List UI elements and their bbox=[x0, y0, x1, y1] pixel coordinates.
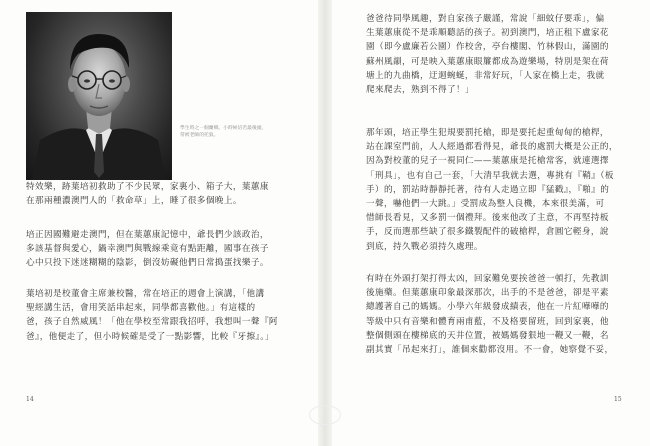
page-number-left: 14 bbox=[26, 396, 34, 403]
text-line: 一聲，嚇他們一大跳。」受罰成為整人良機，本來很美滿，可 bbox=[366, 199, 605, 210]
text-line: 總護著自己的媽媽。小學六年級發成績表，他在一片紅嘩嘩的 bbox=[366, 302, 609, 313]
left-paragraph-2 bbox=[26, 228, 294, 271]
text-line: 手）的，罰站時靜靜托著，待有人走過立即『猛戳』，『啪』的 bbox=[366, 184, 610, 195]
text-line: 副其實「吊起來打」，誰個來勸都沒用。不一會，她察覺不妥， bbox=[366, 345, 614, 356]
photo-caption: 學生時之一個蘭鄉。小時候培若最後頭，常被老師的托狼。 bbox=[180, 126, 267, 139]
text-line: 特效樂，跡葉培初救助了不少民眾，家裏小、箱子大，葉蕙康 bbox=[26, 182, 269, 192]
text-line: 「刑具」，也有自己一套，「大清早我就去選，專挑有『鞘』（板 bbox=[366, 170, 614, 181]
right-paragraph-3 bbox=[366, 272, 628, 357]
text-line: 爸，孩子自然威風！「他在學校至常跟我招呼，我想叫一聲『阿 bbox=[26, 317, 278, 328]
text-line: 聖經講生活，會用笑話串起來，同學都喜歡他。」有這樣的 bbox=[26, 303, 256, 314]
text-line: 蘇州風韻，可是映入葉蕙康眼簾都成為遊樂場，特別是架在荷 bbox=[366, 56, 609, 67]
text-line: 塘上的九曲橋，迂迴蜿蜒，非常好玩，「人家在橋上走，我就 bbox=[366, 70, 605, 81]
text-line: 那年頭，培正學生犯規要罰托槍，即是要托起重甸甸的槍桿， bbox=[366, 128, 609, 138]
text-line: 爬來爬去，熟到不得了！」 bbox=[366, 85, 474, 96]
text-line: 生葉蕙康從不是乖順聽話的孩子。初到澳門，培正租下盧家花 bbox=[366, 28, 609, 39]
text-line: 站在課室門前，人人經過都看得見，爺長的處罰大概是公正的， bbox=[366, 142, 618, 153]
text-line: 多該基督與愛心，鍋幸澳門與戰線乘竟有點距離，國事在孩子 bbox=[26, 244, 269, 255]
portrait-illustration bbox=[26, 12, 172, 180]
text-line: 整個側頭在樓梯底的天井位置，被媽媽發狠地一鞭又一鞭，名 bbox=[366, 330, 609, 341]
text-line: 後施藥。但葉蕙康印象最深那次，出手的不是爸爸，卻是平素 bbox=[366, 288, 609, 299]
text-line: 葉培初是校董會主席兼校醫，常在培正的週會上演講，「他講 bbox=[26, 289, 265, 299]
text-line: 爸爸待同學風趣，對自家孩子嚴謹，常說「細蚊仔要乖」，偏 bbox=[366, 14, 605, 24]
text-line: 園（即今盧廉若公園）作校舍，亭台樓閣、竹林假山，滿園的 bbox=[366, 42, 609, 53]
text-line: 培正因國難避走澳門，但在葉蕙康記憶中，爺長們少該政治， bbox=[26, 230, 269, 240]
left-page bbox=[0, 0, 318, 446]
text-line: 到底，持久戰必須持久處理。 bbox=[366, 241, 483, 252]
book-gutter bbox=[318, 0, 332, 446]
right-paragraph-1 bbox=[366, 12, 628, 97]
text-line: 心中只投下迷迷糊糊的陰影，倒沒妨礙他們日常搗蛋找樂子。 bbox=[26, 258, 269, 269]
right-paragraph-2 bbox=[366, 126, 628, 254]
text-line: 因為對校董的兒子一視同仁——葉蕙康是托槍常客，就連選擇 bbox=[366, 156, 609, 167]
right-page bbox=[332, 0, 650, 446]
text-line: 等級中只有音樂和體育兩甫藍，不及格要留班，回到家裏，他 bbox=[366, 316, 609, 327]
portrait-photo bbox=[26, 12, 172, 180]
page-number-right: 15 bbox=[614, 396, 622, 403]
text-line: 在那兩種濃澳門人的「救命草」上，睡了很多個晚上。 bbox=[26, 196, 242, 207]
text-line: 有時在外頭打架打得太凶，回家難免要挨爸爸一頓打，先教訓 bbox=[366, 274, 609, 284]
text-line: 惜師長看見，又多罰一個禮拜。後來他改了主意，不再堅持板 bbox=[366, 213, 609, 224]
left-paragraph-1 bbox=[26, 180, 294, 208]
left-paragraph-3 bbox=[26, 287, 294, 344]
text-line: 手，反而選那些缺了很多鐵製配件的破槍桿，倉圓它輕身，說 bbox=[366, 227, 609, 238]
text-line: 爸』，他便走了，但小時候確是受了一點影響，比較『牙擦』。」 bbox=[26, 331, 274, 342]
